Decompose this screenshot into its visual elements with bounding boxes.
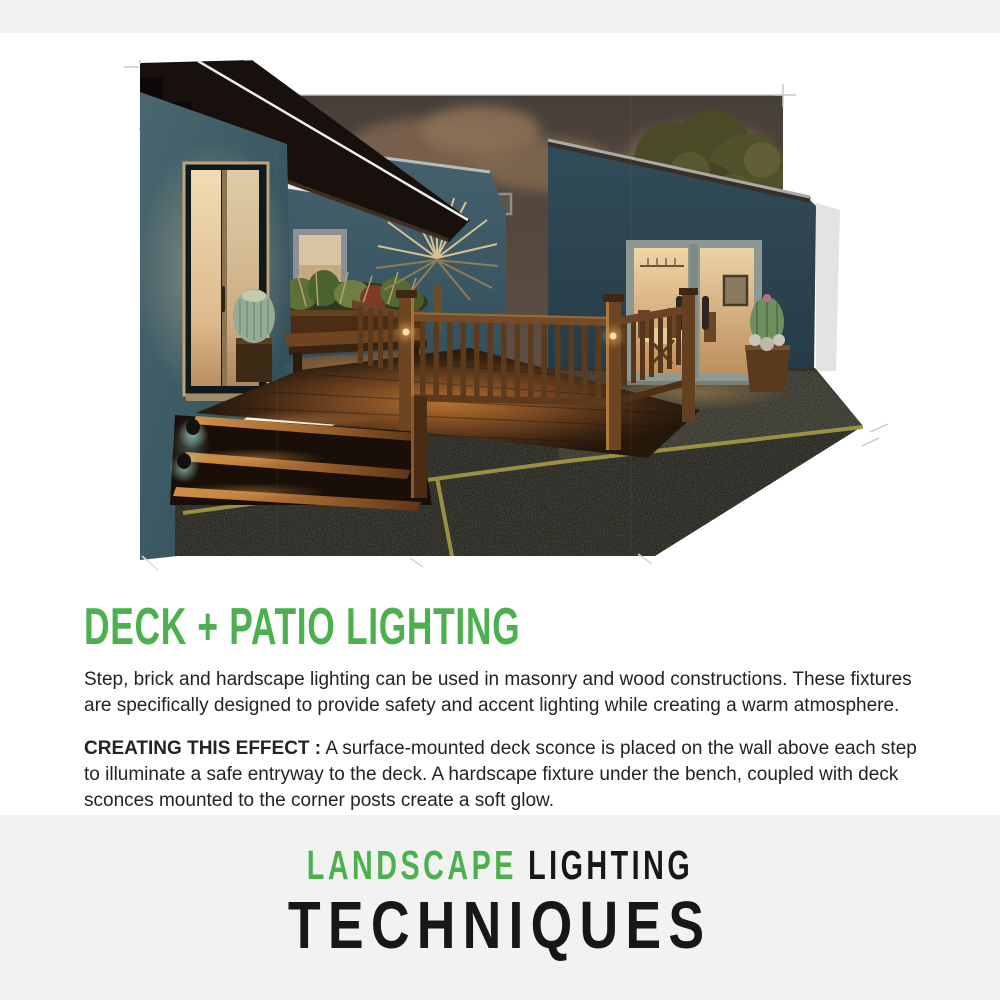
- brand-word-landscape: LANDSCAPE: [306, 842, 517, 888]
- effect-label: CREATING THIS EFFECT :: [84, 738, 322, 759]
- body-copy: [84, 667, 920, 814]
- brand-line: [224, 842, 776, 888]
- picture-frame: [724, 276, 747, 305]
- effect-text: A surface-mounted deck sconce is placed on the wall above each step to illuminate a safe entryway to the deck. A hardscape fixture under the bench, coupled with deck sconces mounted to the corner posts create a soft glow.: [84, 738, 917, 811]
- footer-title-text: TECHNIQUES: [288, 888, 712, 963]
- page-title: [84, 598, 920, 656]
- footer-band: [0, 815, 1000, 1000]
- deck-scene-illustration: [0, 60, 1000, 680]
- footer-title: [235, 888, 764, 963]
- page-title-text: DECK + PATIO LIGHTING: [84, 598, 521, 656]
- brand-word-lighting: LIGHTING: [528, 842, 694, 888]
- top-band: [0, 0, 1000, 33]
- side-panel: [816, 203, 840, 371]
- intro-paragraph: Step, brick and hardscape lighting can be used in masonry and wood constructions. These fixtures are specifically designed to provide safety and accent lighting while creating a warm atmosphere.: [84, 669, 912, 716]
- effect-paragraph: [84, 736, 920, 814]
- text-section: [84, 598, 920, 831]
